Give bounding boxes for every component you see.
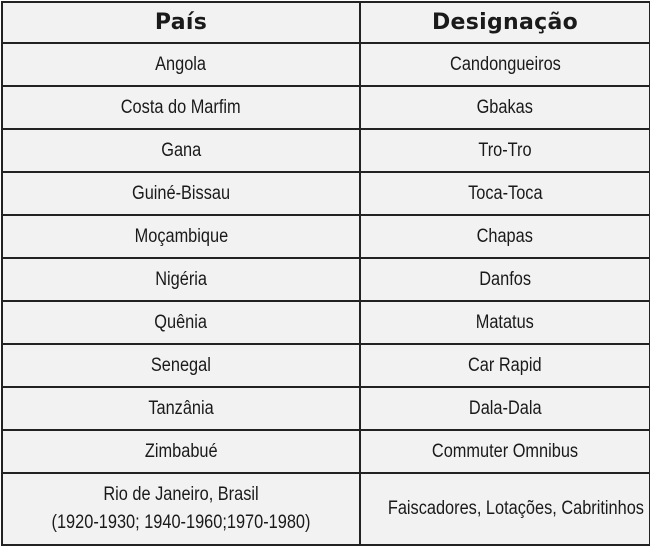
cell-country-text: Quênia	[154, 311, 208, 333]
cell-country	[2, 86, 360, 129]
cell-designation-text: Dala-Dala	[468, 397, 542, 419]
header-country: País	[2, 2, 360, 43]
cell-country-text: Nigéria	[155, 268, 207, 290]
cell-country-line2: (1920-1930; 1940-1960;1970-1980)	[51, 512, 311, 533]
cell-country	[2, 387, 360, 430]
cell-designation	[360, 473, 650, 545]
table-header-row	[2, 2, 650, 43]
table-row	[2, 258, 650, 301]
cell-designation	[360, 43, 650, 86]
country-designation-table	[1, 1, 650, 546]
cell-designation	[360, 344, 650, 387]
cell-country	[2, 129, 360, 172]
cell-designation-text: Danfos	[479, 268, 531, 290]
table-row	[2, 301, 650, 344]
table-row	[2, 215, 650, 258]
cell-designation-text: Matatus	[475, 311, 535, 333]
cell-country-line1: Rio de Janeiro, Brasil	[103, 484, 259, 505]
cell-designation-text: Candongueiros	[449, 53, 561, 75]
table-row	[2, 129, 650, 172]
cell-designation-text: Gbakas	[476, 96, 534, 118]
table-row-last	[2, 473, 650, 545]
cell-country	[2, 215, 360, 258]
cell-designation-text: Faiscadores, Lotações, Cabritinhos	[387, 498, 644, 519]
table-row	[2, 86, 650, 129]
cell-country-text: Costa do Marfim	[121, 96, 241, 118]
cell-designation	[360, 301, 650, 344]
cell-designation	[360, 387, 650, 430]
cell-country-text: Guiné-Bissau	[131, 182, 231, 204]
cell-country-text: Moçambique	[134, 225, 228, 247]
cell-designation-text: Chapas	[476, 225, 534, 247]
table-row	[2, 430, 650, 473]
cell-country	[2, 301, 360, 344]
cell-country	[2, 258, 360, 301]
cell-designation	[360, 172, 650, 215]
cell-designation	[360, 430, 650, 473]
cell-designation	[360, 258, 650, 301]
cell-designation-text: Commuter Omnibus	[431, 440, 579, 462]
cell-designation	[360, 129, 650, 172]
table-row	[2, 172, 650, 215]
cell-designation-text: Car Rapid	[468, 354, 542, 376]
header-designation: Designação	[360, 2, 650, 43]
cell-country-text: Tanzânia	[148, 397, 214, 419]
table-row	[2, 344, 650, 387]
cell-country-multiline	[2, 473, 360, 545]
cell-country-text: Zimbabué	[144, 440, 218, 462]
cell-country-text: Senegal	[151, 354, 211, 376]
cell-designation	[360, 86, 650, 129]
cell-country	[2, 43, 360, 86]
cell-country	[2, 172, 360, 215]
cell-country	[2, 430, 360, 473]
cell-designation	[360, 215, 650, 258]
cell-designation-text: Toca-Toca	[467, 182, 543, 204]
cell-country	[2, 344, 360, 387]
table-row	[2, 43, 650, 86]
cell-country-text: Angola	[155, 53, 207, 75]
cell-designation-text: Tro-Tro	[478, 139, 532, 161]
cell-country-text: Gana	[161, 139, 201, 161]
table-row	[2, 387, 650, 430]
